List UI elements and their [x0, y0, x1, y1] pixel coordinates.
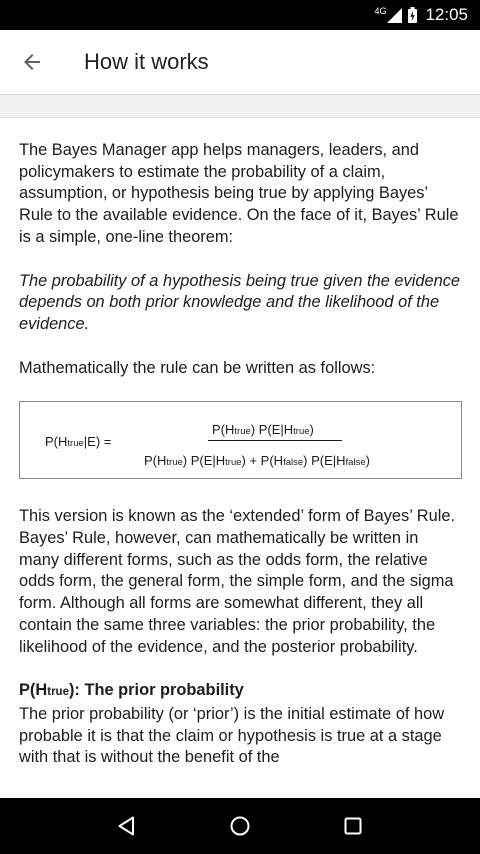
formula-box [19, 401, 462, 479]
page-title: How it works [84, 49, 209, 74]
app-bar [0, 30, 480, 95]
prior-probability-paragraph: The prior probability (or ‘prior’) is the initial estimate of how probable it is that the claim or hypothesis is true at a stage with that is without the benefit of the [19, 704, 445, 767]
extended-form-paragraph: This version is known as the ‘extended’ form of Bayes’ Rule. Bayes’ Rule, however, can mathematically be written in many different forms, such as the odds form, the relative odds form, the general form, the simple form, and the sigma form. Although all forms are somewhat different, they all contain the same three variables: the prior probability, the likelihood of the evidence, and the posterior probability. [19, 507, 456, 656]
fraction-bar [208, 440, 342, 441]
clock: 12:05 [425, 5, 468, 24]
intro-paragraph: The Bayes Manager app helps managers, leaders, and policymakers to estimate the probability of a claim, assumption, or hypothesis being true by applying Bayes’ Rule to the available evidence. On the face of it, Bayes’ Rule is a simple, one-line theorem: [19, 141, 459, 246]
signal-icon [387, 8, 402, 23]
nav-recents-button[interactable] [325, 798, 381, 854]
network-type-label: 4G [374, 6, 387, 16]
prior-probability-heading: P(Htrue): The prior probability [19, 681, 244, 700]
home-circle-icon [229, 815, 251, 837]
arrow-left-icon [20, 50, 44, 74]
formula-denominator: P(Htrue) P(E|Htrue) + P(Hfalse) P(E|Hfalse) [144, 453, 370, 469]
article-content[interactable] [0, 118, 480, 798]
math-intro-paragraph: Mathematically the rule can be written as follows: [19, 358, 376, 377]
nav-back-button[interactable] [99, 798, 155, 854]
back-button[interactable] [4, 34, 60, 90]
quote-paragraph: The probability of a hypothesis being true given the evidence depends on both prior knowledge and the likelihood of the evidence. [19, 271, 461, 333]
back-triangle-icon [116, 815, 138, 837]
header-divider [0, 95, 480, 118]
formula-numerator: P(Htrue) P(E|Htrue) [212, 422, 314, 438]
battery-charging-icon [408, 7, 417, 23]
recents-square-icon [342, 815, 364, 837]
formula-lhs: P(Htrue|E) = [45, 434, 112, 450]
nav-home-button[interactable] [212, 798, 268, 854]
navigation-bar [0, 798, 480, 854]
status-bar [0, 0, 480, 30]
